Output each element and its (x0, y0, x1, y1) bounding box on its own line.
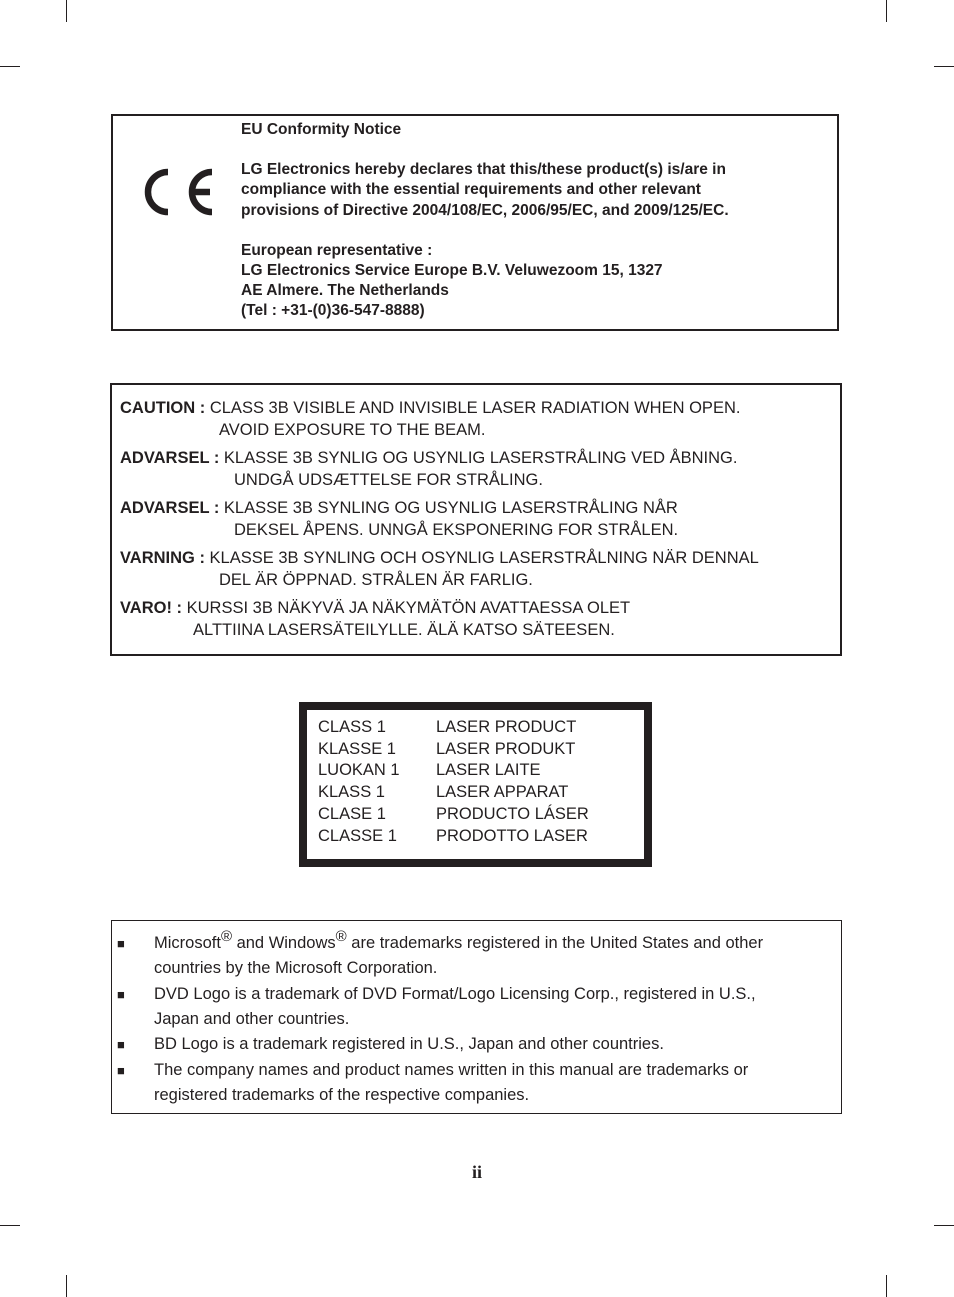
page-number: ii (471, 1162, 482, 1182)
eu-conformity-notice (111, 114, 839, 331)
eu-declaration-line: compliance with the essential requirements and other relevant (241, 181, 701, 199)
warning-text: KLASSE 3B SYNLIG OG USYNLIG LASERSTRÅLING VED ÅBNING. (223, 449, 738, 467)
warning-text: DEL ÄR ÖPPNAD. STRÅLEN ÄR FARLIG. (219, 570, 533, 589)
eu-representative-line: (Tel : +31-(0)36-547-8888) (241, 302, 425, 320)
warning-text: KLASSE 3B SYNLING OG USYNLIG LASERSTRÅLING NÅR (223, 499, 678, 517)
warning-text: KLASSE 3B SYNLING OCH OSYNLIG LASERSTRÅLNING NÄR DENNAL (209, 549, 759, 567)
trademark-text: Japan and other countries. (154, 1010, 350, 1028)
eu-notice-title: EU Conformity Notice (241, 121, 402, 138)
crop-mark (886, 0, 887, 22)
bullet-icon: ■ (117, 1063, 125, 1078)
caution-warning (120, 398, 740, 441)
table-row (318, 782, 589, 804)
varo-warning (120, 598, 630, 641)
product-cell: PRODUCTO LÁSER (436, 804, 589, 823)
bullet-icon: ■ (117, 1037, 125, 1052)
advarsel-warning-norwegian (120, 498, 678, 541)
class-cell: CLASSE 1 (318, 826, 397, 845)
class-cell: CLASE 1 (318, 804, 386, 823)
trademark-text: BD Logo is a trademark registered in U.S., Japan and other countries. (154, 1035, 664, 1053)
varning-warning (120, 548, 759, 591)
crop-mark (934, 1225, 954, 1226)
product-cell: LASER PRODUCT (436, 718, 577, 736)
table-row (318, 804, 589, 826)
trademark-text: registered trademarks of the respective companies. (154, 1086, 530, 1104)
trademark-text: are trademarks registered in the United States and other (346, 934, 764, 952)
product-cell: LASER LAITE (436, 761, 541, 780)
warning-text: KURSSI 3B NÄKYVÄ JA NÄKYMÄTÖN AVATTAESSA OLET (186, 599, 631, 617)
product-cell: LASER APPARAT (436, 783, 569, 802)
table-row (318, 717, 589, 739)
warning-label: CAUTION : (120, 399, 206, 417)
warning-label: ADVARSEL : (120, 499, 220, 517)
bullet-icon: ■ (117, 987, 125, 1002)
trademark-text: Microsoft (154, 934, 221, 952)
eu-representative-line: European representative : (241, 241, 433, 259)
trademark-text: countries by the Microsoft Corporation. (154, 959, 438, 977)
ce-mark-icon (138, 164, 218, 220)
warning-text: DEKSEL ÅPENS. UNNGÅ EKSPONERING FOR STRÅLEN. (234, 520, 679, 539)
class-cell: KLASS 1 (318, 783, 385, 802)
trademark-text: and Windows (232, 934, 336, 952)
warning-label: VARO! : (120, 599, 183, 617)
warning-text: CLASS 3B VISIBLE AND INVISIBLE LASER RADIATION WHEN OPEN. (209, 399, 741, 417)
warning-text: ALTTIINA LASERSÄTEILYLLE. ÄLÄ KATSO SÄTEESEN. (193, 620, 615, 639)
trademark-text: The company names and product names written in this manual are trademarks or (154, 1061, 749, 1079)
crop-mark (0, 66, 20, 67)
crop-mark (66, 1275, 67, 1297)
laser-class-label (299, 702, 652, 867)
table-row (318, 760, 589, 782)
warning-label: ADVARSEL : (120, 449, 220, 467)
table-row (318, 739, 589, 761)
product-cell: PRODOTTO LASER (436, 826, 588, 845)
crop-mark (66, 0, 67, 22)
crop-mark (886, 1275, 887, 1297)
warning-text: UNDGÅ UDSÆTTELSE FOR STRÅLING. (234, 470, 543, 489)
product-cell: LASER PRODUKT (436, 739, 576, 758)
class-cell: KLASSE 1 (318, 739, 396, 758)
table-row (318, 826, 589, 848)
warning-text: AVOID EXPOSURE TO THE BEAM. (219, 420, 486, 439)
eu-declaration-line: LG Electronics hereby declares that this/these product(s) is/are in (241, 161, 726, 179)
eu-representative-line: LG Electronics Service Europe B.V. Veluwezoom 15, 1327 (241, 262, 663, 280)
advarsel-warning-danish (120, 448, 737, 491)
class-cell: CLASS 1 (318, 718, 386, 736)
warning-label: VARNING : (120, 549, 205, 567)
laser-class-table (318, 717, 589, 847)
crop-mark (934, 66, 954, 67)
laser-caution-box (110, 383, 842, 656)
crop-mark (0, 1225, 20, 1226)
registered-mark: ® (220, 928, 232, 945)
trademark-text: DVD Logo is a trademark of DVD Format/Logo Licensing Corp., registered in U.S., (154, 985, 756, 1003)
class-cell: LUOKAN 1 (318, 761, 400, 780)
bullet-icon: ■ (117, 936, 125, 951)
trademark-notice-box (111, 920, 842, 1114)
registered-mark: ® (335, 928, 347, 945)
eu-declaration-line: provisions of Directive 2004/108/EC, 2006/95/EC, and 2009/125/EC. (241, 201, 729, 219)
eu-representative-line: AE Almere. The Netherlands (241, 282, 449, 300)
